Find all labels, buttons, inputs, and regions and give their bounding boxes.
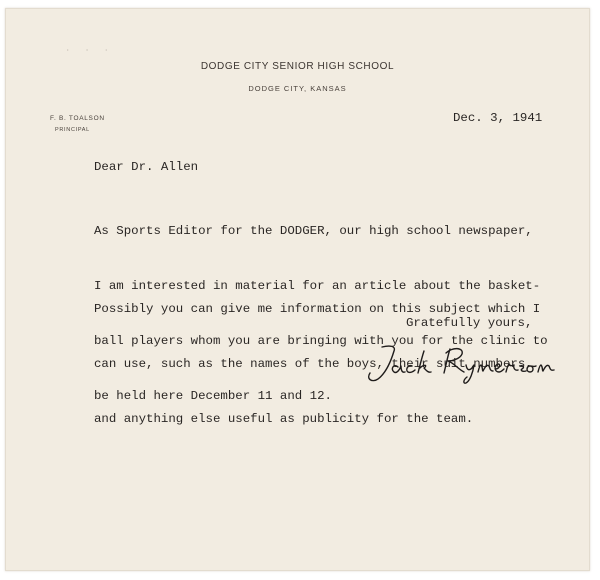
paragraph-1-line: As Sports Editor for the DODGER, our high school newspaper, (94, 223, 533, 238)
letter-salutation: Dear Dr. Allen (94, 160, 199, 174)
letterhead-city: DODGE CITY, KANSAS (248, 84, 347, 93)
paragraph-2-line: and anything else useful as publicity for the team. (94, 412, 474, 427)
letter-date: Dec. 3, 1941 (453, 111, 543, 125)
letterhead-principal-name: F. B. TOALSON (50, 115, 105, 122)
paragraph-1-line: I am interested in material for an article about the basket- (94, 279, 541, 294)
letter-closing: Gratefully yours, (406, 316, 533, 330)
letterhead-principal-title: PRINCIPAL (55, 127, 90, 133)
paragraph-2-line: Possibly you can give me information on this subject which I (94, 301, 541, 316)
paragraph-1-line: be held here December 11 and 12. (94, 389, 332, 404)
letterhead-school-name: DODGE CITY SENIOR HIGH SCHOOL (200, 61, 395, 72)
paragraph-2-line: can use, such as the names of the boys, their suit numbers, (94, 357, 533, 372)
handwritten-signature (360, 339, 560, 389)
letter-page (5, 8, 590, 571)
paragraph-1-line: ball players whom you are bringing with you for the clinic to (94, 334, 548, 349)
paper-specks: · · · (66, 47, 115, 54)
